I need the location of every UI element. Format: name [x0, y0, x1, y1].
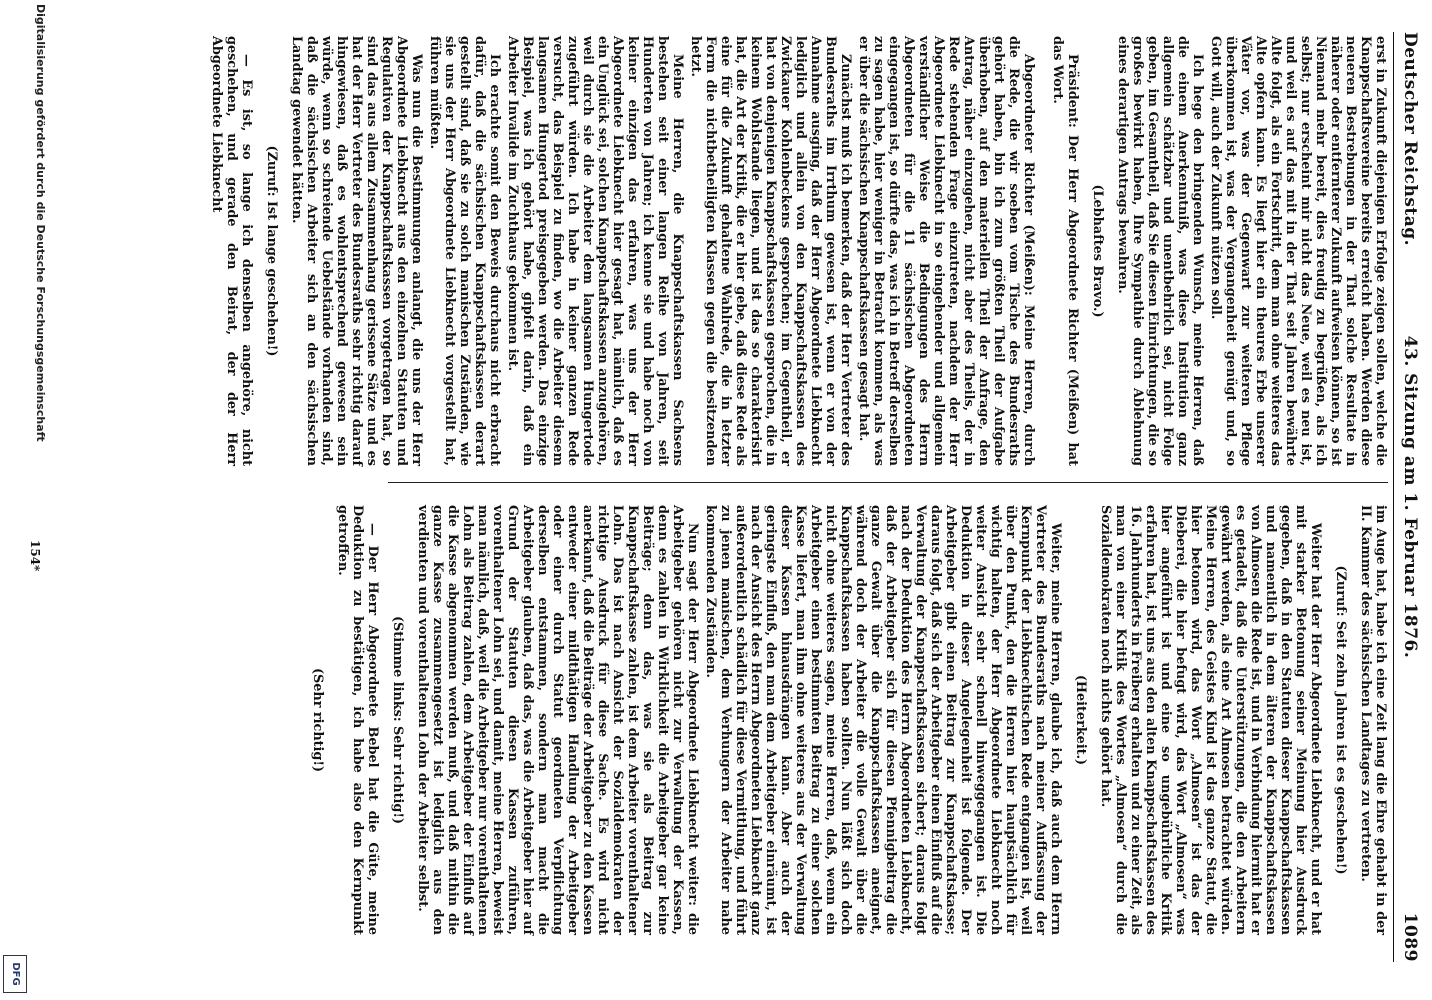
paragraph: Ich erachte somit den Beweis durchaus nicht erbracht dafür, daß die sächsischen Knappschaftskassen derart gestellt sind, daß sie zu solch manischen Zuständen, wie sie uns der Herr Abgeordnete Liebknecht vorgestellt hat, führen müßten.	[427, 36, 502, 466]
digitization-credit: Digitalisierung gefördert durch die Deutsche Forschungsgemeinschaft	[34, 4, 47, 442]
interjection: (Heiterkeit.)	[1073, 674, 1088, 766]
paragraph: erst in Zukunft diejenigen Erfolge zeigen sollen, welche die Knappschaftsvereine bereits erreicht haben. Werden diese neueren Bestrebungen in der That solche Resultate in näherer oder entfernterer Zukunft aufweisen können, so ist Niemand mehr bereit, dies freudig zu begrüßen, als ich selbst; nur erscheint mir nicht das Neue, weil es neu ist, und weil es auf das mit in der That seit Jahren bewährte Alte folgt, als ein Fortschritt, dem man ohne weiteres das Alte opfern kann. Es liegt hier ein theures Erbe unserer Väter vor, was der Gegenwart zur weiteren Pflege überkommen ist, was der Vergangenheit genügt und, so Gott will, auch der Zukunft nützen soll.	[1208, 36, 1388, 466]
paragraph: Meine Herren, die Knappschaftskassen Sachsens bestehen seit einer langen Reihe von Jahren, seit Hunderten von Jahren; ich kenne sie und habe noch von keiner einzigen das erfahren, was uns der Herr Abgeordnete Liebknecht hier gesagt hat, nämlich, daß es ein Unglück sei, solchen Knappschaftskassen anzugehören, weil durch sie die Arbeiter dem langsamen Hungertode zugeführt würden. Ich habe in keiner ganzen Rede versucht, das Beispiel zu finden, wo die Arbeiter diesem langsamen Hungertod preisgegeben werden. Das einzige Beispiel, was ich gehört habe, gipfelt darin, daß ein Arbeiter Invalide im Zuchthaus gekommen ist.	[505, 36, 685, 466]
page-number: 1089	[1400, 912, 1420, 962]
paragraph: Was nun die Bestimmungen anlangt, die uns der Herr Abgeordnete Liebknecht aus den einzelnen Statuten und Regulativen der Knappschaftskassen vorgetragen hat, so sind das aus allem Zusammenhang gerissene Sätze und es hat der Herr Vertreter des Bundesraths sehr richtig darauf hingewiesen, daß es wohlentsprechend gewesen sein würde, wenn so schreiende Uebelstände vorhanden sind, daß die sächsischen Arbeiter sich an den sächsischen Landtag gewendet hätten.	[289, 36, 424, 466]
dfg-logo: DFG	[3, 955, 27, 993]
session-title: 43. Sitzung am 1. Februar 1876.	[1400, 335, 1420, 659]
paragraph: — Der Herr Abgeordnete Bebel hat die Güte, meine Deduktion zu bestätigen, ich habe also den Kernpunkt getroffen.	[335, 505, 380, 935]
signature-mark: 154*	[28, 540, 42, 572]
right-column	[300, 505, 1388, 935]
page-header	[1396, 32, 1420, 962]
header-rule	[1393, 32, 1394, 962]
paragraph: Ich hege den bringenden Wunsch, meine Herren, daß die einem Anerkenntniß, was diese Institution ganz allgemein schätzbar und unentbehrlich sei, nicht Folge geben, im Gesamtheil, daß Sie diesen Einrichtungen, die so großes bewirkt haben, Ihre Sympathie durch Ablehnung eines derartigen Antrags bewahren.	[1115, 36, 1205, 466]
paragraph: Abgeordneter Richter (Meißen): Meine Herren, durch die Rede, die wir soeben vom Tische des Bundesraths gehört haben, bin ich zum größten Theil der Aufgabe überhoben, auf den materiellen Theil der Anfrage, den Antrag, näher einzugehen, nicht aber des Theils, der in Rede stehenden Frage einzutreten, nachdem der Herr Abgeordnete Liebknecht in so eingehender und allgemein verständlicher Weise die Bedingungen des Herrn Abgeordneten für die 11 sächsischen Abgeordneten eingegangen ist, so dürfte das, was ich in Betreff derselben zu sagen habe, hier weniger in Betracht kommen, als was er über die sächsischen Knappschaftskassen gesagt hat.	[856, 36, 1036, 466]
paragraph: Zunächst muß ich bemerken, daß der Herr Vertreter des Bundesraths im Irrthum gewesen ist, wenn er von der Annahme ausging, daß der Herr Abgeordnete Liebknecht lediglich und allein von den Knappschaftskassen des Zwickauer Kohlenbeckens gesprochen; im Gegentheil, er hat von denjenigen Knappschaftskassen gesprochen, die in keinem Wohlstande liegen, und ist das so charakterisirt hat, die Art der Kritik, die er hier gebe, daß diese Rede als eine für die Zukunft gehaltene Wahlrede, die in letzter Form die nichtbetheiligten Klassen gegen die besitzenden hetzt.	[688, 36, 853, 466]
paragraph: Weiter hat der Herr Abgeordnete Liebknecht, und er hat mit starker Betonung seiner Meinung hier Ausdruck gegeben, daß in den Statuten dieser Knappschaftskassen und namentlich in dem älteren der Knappschaftskassen von Almosen die Rede ist, und in Verbindung hiermit hat er es getadelt, daß die Unterstützungen, die den Arbeitern gewährt werden, als eine Art Almosen betrachtet würden. Meine Herren, des Geistes Kind ist das ganze Statut, die hier betonen wird, das Wort „Almosen“ ist das der Dieberei, die hier befugt wird, das Wort „Almosen“ was hier angeführt ist und eine so ungebührliche Kritik erfahren hat, ist uns aus den alten Knappschaftskassen des 16. Jahrhunderts in Freiberg erhalten und zu einer Zeit, als man von einer Kritik des Wortes „Almosen“ durch die Sozialdemokraten noch nichts gehört hat.	[1098, 505, 1323, 935]
interjection: (Zuruf: Seit zehn Jahren ist es geschehen!)	[1333, 565, 1348, 875]
interjection: (Lebhaftes Bravo.)	[1090, 184, 1105, 318]
paragraph: im Auge hat, habe ich eine Zeit lang die Ehre gehabt in der II. Kammer des sächsischen Landtages zu vertreten.	[1358, 505, 1388, 935]
interjection: (Stimme links: Sehr richtig!)	[390, 616, 405, 824]
paragraph: Weiter, meine Herren, glaube ich, daß auch dem Herrn Vertreter des Bundesraths nach meiner Auffassung der Kernpunkt der Liebknechtischen Rede entgangen ist, weil über den Punkt, den die Herren hier hauptsächlich für wichtig halten, der Herr Abgeordnete Liebknecht noch weiter Ansicht sehr schnell hinweggegangen ist. Die Deduktion in dieser Angelegenheit ist folgende. Der Arbeitgeber gibt einen Beitrag zur Knappschaftskasse; daraus folgt, daß sich der Arbeitgeber einen Einfluß auf die Verwaltung der Knappschaftskassen sichert; daraus folgt nach der Deduktion des Herrn Abgeordneten Liebknecht, daß der Arbeitgeber sich für diesen Pfennigbeitrag die ganze Gewalt über die Knappschaftskassen aneignet, während doch der Arbeiter die volle Gewalt über die Knappschaftskassen haben sollten. Nun läßt sich doch nicht ohne weiteres sagen, meine Herren, daß, wenn ein Arbeitgeber einen bestimmten Beitrag zu einer solchen Kasse liefert, man ihm ohne weiteres aus der Verwaltung dieser Kassen hinausdrängen kann. Aber auch der geringste Einfluß, den man dem Arbeitgeber einräumt, ist nach der Ansicht des Herrn Abgeordneten Liebknecht ganz außerordentlich schädlich für diese Vermittlung, und führt zu jenen manischen, dem Verhungern der Arbeiter nahe kommenden Zuständen.	[703, 505, 1063, 935]
paragraph: Nun sagt der Herr Abgeordnete Liebknecht weiter: die Arbeitgeber gehören nicht zur Verwaltung der Kassen, denn es zahlen in Wirklichkeit die Arbeitgeber gar keine Beiträge; denn das, was sie als Beitrag zur Knappschaftskasse zahlen, ist dem Arbeiter vorenthaltener Lohn. Das ist nach Ansicht der Sozialdemokraten der richtige Ausdruck für diese Sache. Es wird nicht anerkannt, daß die Beiträge der Arbeitgeber zu den Kassen entweder einer mildthätigen Handlung der Arbeitgeber oder einer durch Statut geordneten Verpflichtung derselben entstammen, sondern man macht die Arbeitgeber glauben, daß das, was die Arbeitgeber hier auf Grund der Statuten diesen Kassen zuführen, vorenthaltener Lohn sei, und damit, meine Herren, beweist man nämlich, daß, weil die Arbeitgeber nur vorenthaltenen Lohn als Beitrag zahlen, dem Arbeitgeber der Einfluß auf die Kasse abgenommen werden muß, und daß mithin die ganze Kasse zusammengesetzt ist lediglich aus den verdienten und vorenthaltenen Lohn der Arbeiter selbst.	[415, 505, 700, 935]
interjection: (Sehr richtig!)	[310, 667, 325, 773]
paragraph: — Es ist, so lange ich denselben angehöre, nicht geschehen, und gerade den Beirat, der der Herr Abgeordnete Liebknecht	[209, 36, 254, 466]
left-column	[206, 36, 1388, 466]
interjection: (Zuruf: Ist lange geschehen!)	[264, 145, 279, 357]
column-divider	[388, 482, 1388, 483]
speaker-line: Präsident: Der Herr Abgeordnete Richter (Meißen) hat das Wort.	[1050, 36, 1080, 466]
running-title: Deutscher Reichstag.	[1400, 32, 1420, 247]
